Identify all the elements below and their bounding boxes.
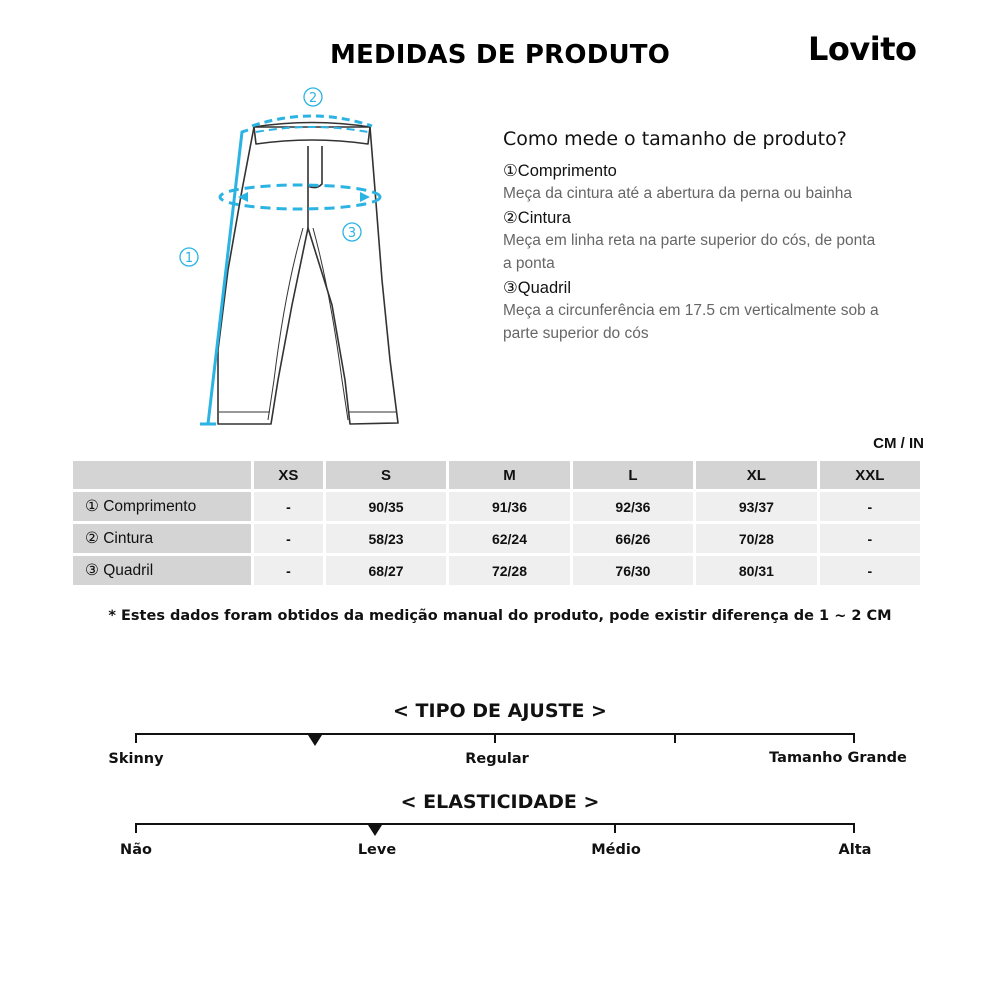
elasticity-tick (853, 823, 855, 833)
fly-stitch (308, 146, 322, 188)
table-cell: - (254, 524, 323, 553)
table-cell: - (254, 556, 323, 585)
fit-tick (494, 733, 496, 743)
table-cell: 66/26 (573, 524, 693, 553)
table-cell: 91/36 (449, 492, 569, 521)
fit-tick (853, 733, 855, 743)
table-corner (73, 461, 251, 489)
marker-2: 2 (308, 91, 318, 106)
table-cell: 76/30 (573, 556, 693, 585)
elasticity-label-light: Leve (357, 842, 397, 858)
fit-label-large: Tamanho Grande (769, 750, 907, 766)
table-cell: - (820, 524, 920, 553)
guide-item-waist-desc: Meça em linha reta na parte superior do cós, de ponta a ponta (503, 232, 876, 272)
pants-diagram (160, 80, 420, 440)
unit-label: CM / IN (873, 435, 924, 452)
size-table (70, 458, 923, 588)
size-header-row (73, 461, 920, 489)
table-cell: - (254, 492, 323, 521)
table-row (73, 524, 920, 553)
row-label-length: ① Comprimento (73, 492, 251, 521)
elasticity-scale-title: < ELASTICIDADE > (400, 791, 600, 813)
table-cell: 70/28 (696, 524, 816, 553)
table-cell: 62/24 (449, 524, 569, 553)
size-l: L (573, 461, 693, 489)
table-cell: 58/23 (326, 524, 446, 553)
elasticity-label-none: Não (120, 842, 152, 858)
guide-item-hip-desc: Meça a circunferência em 17.5 cm verticalmente sob a parte superior do cós (503, 302, 879, 342)
elasticity-tick (614, 823, 616, 833)
fit-tick (135, 733, 137, 743)
marker-1: 1 (184, 251, 194, 266)
row-label-waist: ② Cintura (73, 524, 251, 553)
guide-item-hip-title: ③Quadril (503, 279, 571, 297)
table-cell: - (820, 492, 920, 521)
length-measure-line (208, 130, 248, 424)
size-xs: XS (254, 461, 323, 489)
measurement-guide (503, 128, 883, 347)
table-cell: - (820, 556, 920, 585)
elasticity-scale-line (135, 823, 855, 825)
brand-logo: Lovito (808, 30, 917, 68)
fit-tick (674, 733, 676, 743)
table-row (73, 556, 920, 585)
row-label-hip: ③ Quadril (73, 556, 251, 585)
table-cell: 93/37 (696, 492, 816, 521)
fit-selected-marker (308, 735, 322, 746)
elasticity-selected-marker (368, 825, 382, 836)
guide-item-length-title: ①Comprimento (503, 162, 617, 180)
guide-heading: Como mede o tamanho de produto? (503, 128, 847, 150)
elasticity-tick (135, 823, 137, 833)
waistband (254, 123, 370, 145)
size-s: S (326, 461, 446, 489)
elasticity-label-high: Alta (838, 842, 872, 858)
table-cell: 80/31 (696, 556, 816, 585)
measurement-note: * Estes dados foram obtidos da medição manual do produto, pode existir diferença de 1 ~ 2 CM (108, 608, 892, 624)
fit-scale-title: < TIPO DE AJUSTE > (393, 700, 607, 722)
table-row (73, 492, 920, 521)
elasticity-label-medium: Médio (591, 842, 641, 858)
size-xl: XL (696, 461, 816, 489)
guide-item-length-desc: Meça da cintura até a abertura da perna ou bainha (503, 185, 852, 202)
table-cell: 92/36 (573, 492, 693, 521)
size-xxl: XXL (820, 461, 920, 489)
size-m: M (449, 461, 569, 489)
page-title: MEDIDAS DE PRODUTO (329, 40, 671, 70)
table-cell: 72/28 (449, 556, 569, 585)
marker-3: 3 (347, 226, 357, 241)
table-cell: 68/27 (326, 556, 446, 585)
fit-label-regular: Regular (465, 751, 529, 767)
table-cell: 90/35 (326, 492, 446, 521)
guide-item-waist-title: ②Cintura (503, 209, 571, 227)
fit-label-skinny: Skinny (108, 751, 164, 767)
